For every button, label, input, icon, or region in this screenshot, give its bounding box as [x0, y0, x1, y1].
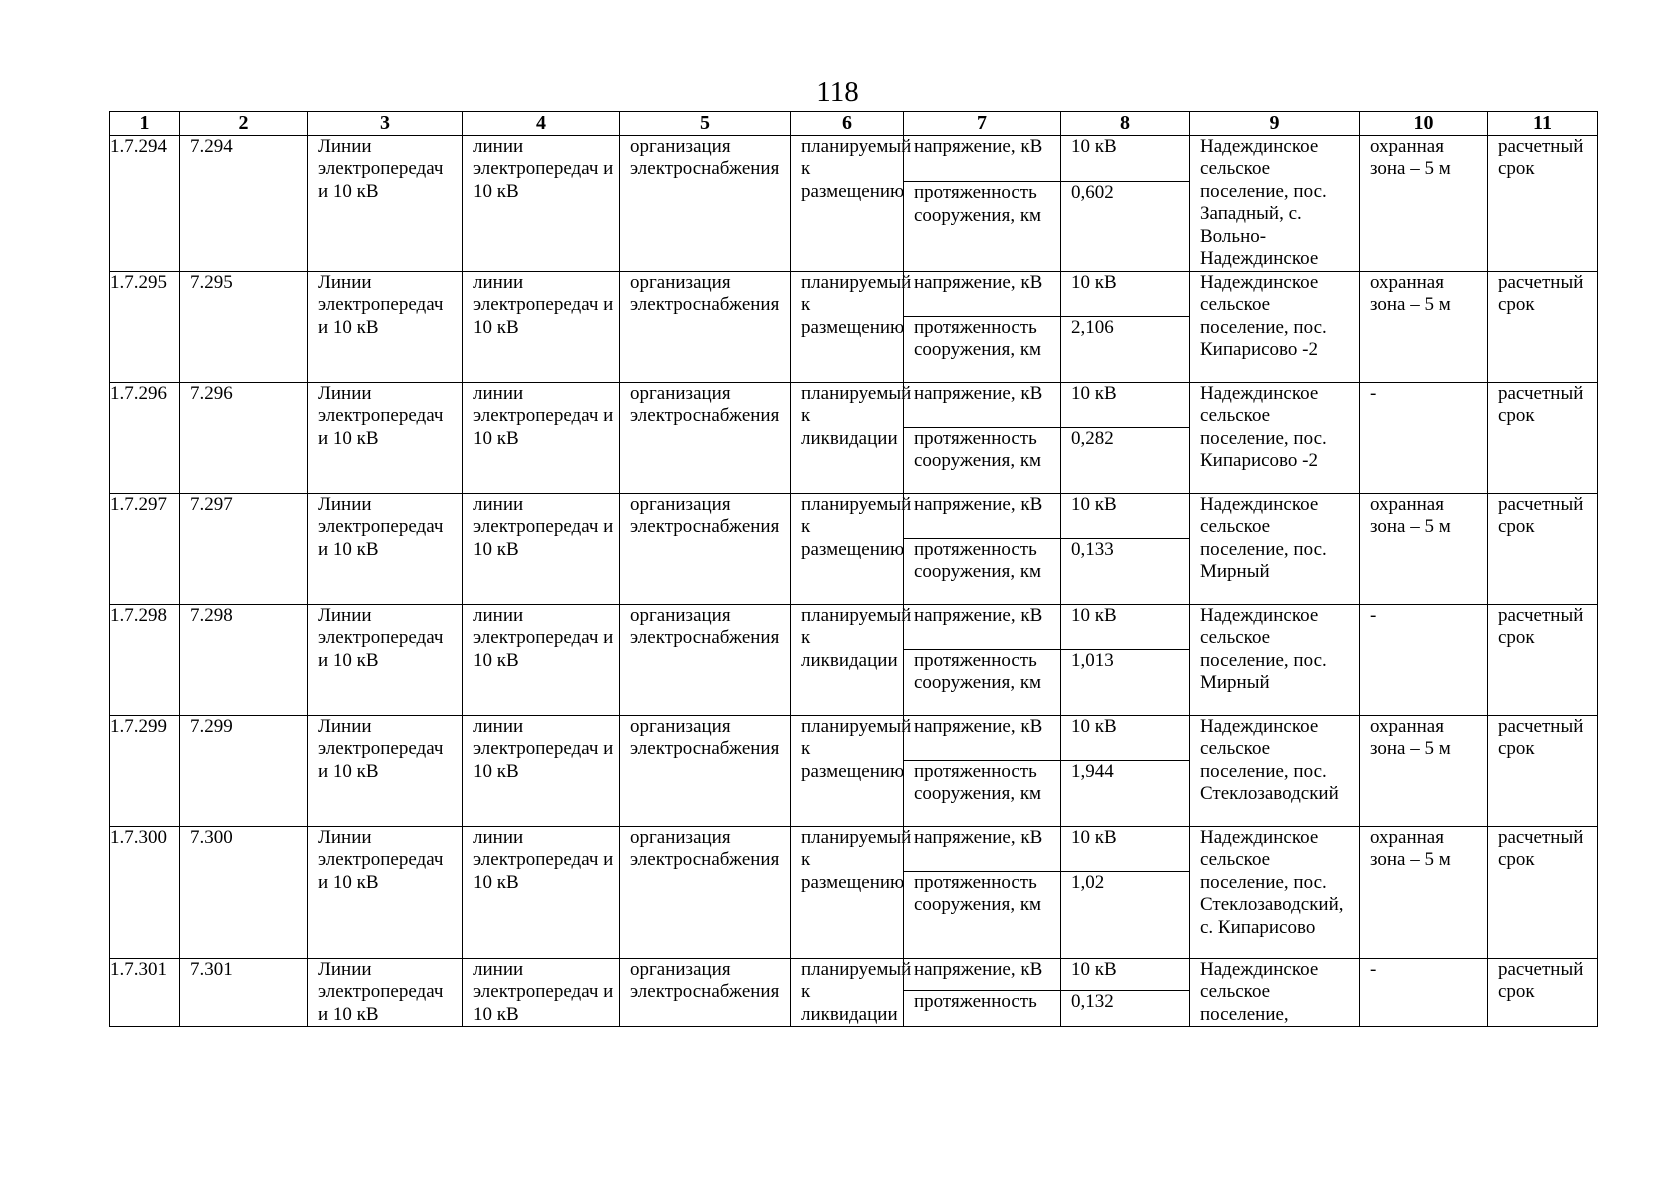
column-header: 7: [904, 112, 1061, 136]
cell-protection-zone: охранная зона – 5 м: [1360, 271, 1488, 382]
cell-location: Надеждинское сельское поселение, пос. Стеклозаводский, с. Кипарисово: [1190, 826, 1360, 958]
table-row: [110, 493, 1598, 538]
cell-location: Надеждинское сельское поселение, пос. Кипарисово -2: [1190, 382, 1360, 493]
cell-name: Линии электропередач и 10 кВ: [308, 604, 463, 715]
cell-protection-zone: охранная зона – 5 м: [1360, 826, 1488, 958]
header-row: [110, 112, 1598, 136]
cell-param-length: протяженность: [904, 990, 1061, 1026]
cell-value-length: 0,133: [1061, 538, 1190, 604]
cell-status: планируемый к ликвидации: [791, 958, 904, 1027]
cell-value-voltage: 10 кВ: [1061, 604, 1190, 649]
cell-value-voltage: 10 кВ: [1061, 382, 1190, 427]
cell-param-length: протяженность сооружения, км: [904, 316, 1061, 382]
cell-name: Линии электропередач и 10 кВ: [308, 493, 463, 604]
cell-name: Линии электропередач и 10 кВ: [308, 382, 463, 493]
cell-value-length: 0,282: [1061, 427, 1190, 493]
cell-purpose: организация электроснабжения: [620, 604, 791, 715]
cell-number: 7.299: [180, 715, 308, 826]
cell-location: Надеждинское сельское поселение,: [1190, 958, 1360, 1027]
cell-id: 1.7.299: [110, 715, 180, 826]
column-header: 10: [1360, 112, 1488, 136]
cell-value-length: 1,02: [1061, 871, 1190, 958]
cell-id: 1.7.296: [110, 382, 180, 493]
cell-term: расчетный срок: [1488, 382, 1598, 493]
cell-param-voltage: напряжение, кВ: [904, 271, 1061, 316]
cell-number: 7.301: [180, 958, 308, 1027]
cell-name: Линии электропередач и 10 кВ: [308, 958, 463, 1027]
table-row: [110, 958, 1598, 990]
cell-location: Надеждинское сельское поселение, пос. Мирный: [1190, 493, 1360, 604]
cell-value-voltage: 10 кВ: [1061, 958, 1190, 990]
cell-id: 1.7.301: [110, 958, 180, 1027]
cell-number: 7.296: [180, 382, 308, 493]
cell-param-length: протяженность сооружения, км: [904, 649, 1061, 715]
cell-value-length: 1,944: [1061, 760, 1190, 826]
column-header: 11: [1488, 112, 1598, 136]
table-header: [110, 112, 1598, 136]
cell-location: Надеждинское сельское поселение, пос. Стеклозаводский: [1190, 715, 1360, 826]
cell-protection-zone: -: [1360, 604, 1488, 715]
cell-value-voltage: 10 кВ: [1061, 826, 1190, 871]
cell-name: Линии электропередач и 10 кВ: [308, 715, 463, 826]
cell-protection-zone: -: [1360, 958, 1488, 1027]
cell-location: Надеждинское сельское поселение, пос. Кипарисово -2: [1190, 271, 1360, 382]
cell-type: линии электропередач и 10 кВ: [463, 826, 620, 958]
cell-term: расчетный срок: [1488, 715, 1598, 826]
cell-param-length: протяженность сооружения, км: [904, 760, 1061, 826]
cell-status: планируемый к ликвидации: [791, 604, 904, 715]
column-header: 3: [308, 112, 463, 136]
cell-type: линии электропередач и 10 кВ: [463, 958, 620, 1027]
cell-param-voltage: напряжение, кВ: [904, 715, 1061, 760]
cell-purpose: организация электроснабжения: [620, 958, 791, 1027]
table-row: [110, 715, 1598, 760]
cell-value-voltage: 10 кВ: [1061, 715, 1190, 760]
cell-value-length: 1,013: [1061, 649, 1190, 715]
cell-number: 7.294: [180, 135, 308, 271]
cell-param-length: протяженность сооружения, км: [904, 871, 1061, 958]
cell-value-voltage: 10 кВ: [1061, 493, 1190, 538]
cell-term: расчетный срок: [1488, 271, 1598, 382]
cell-value-voltage: 10 кВ: [1061, 271, 1190, 316]
cell-type: линии электропередач и 10 кВ: [463, 493, 620, 604]
cell-param-voltage: напряжение, кВ: [904, 493, 1061, 538]
cell-id: 1.7.297: [110, 493, 180, 604]
cell-type: линии электропередач и 10 кВ: [463, 271, 620, 382]
cell-type: линии электропередач и 10 кВ: [463, 715, 620, 826]
cell-status: планируемый к размещению: [791, 135, 904, 271]
cell-protection-zone: охранная зона – 5 м: [1360, 493, 1488, 604]
cell-purpose: организация электроснабжения: [620, 715, 791, 826]
cell-value-length: 2,106: [1061, 316, 1190, 382]
table-row: [110, 826, 1598, 871]
column-header: 4: [463, 112, 620, 136]
column-header: 8: [1061, 112, 1190, 136]
cell-status: планируемый к размещению: [791, 493, 904, 604]
cell-location: Надеждинское сельское поселение, пос. Западный, с. Вольно-Надеждинское: [1190, 135, 1360, 271]
column-header: 5: [620, 112, 791, 136]
cell-number: 7.300: [180, 826, 308, 958]
table-row: [110, 604, 1598, 649]
cell-type: линии электропередач и 10 кВ: [463, 135, 620, 271]
cell-status: планируемый к ликвидации: [791, 382, 904, 493]
cell-name: Линии электропередач и 10 кВ: [308, 826, 463, 958]
cell-protection-zone: -: [1360, 382, 1488, 493]
cell-name: Линии электропередач и 10 кВ: [308, 271, 463, 382]
cell-name: Линии электропередач и 10 кВ: [308, 135, 463, 271]
cell-term: расчетный срок: [1488, 958, 1598, 1027]
cell-location: Надеждинское сельское поселение, пос. Мирный: [1190, 604, 1360, 715]
column-header: 1: [110, 112, 180, 136]
table-body: [110, 135, 1598, 1027]
cell-type: линии электропередач и 10 кВ: [463, 604, 620, 715]
cell-param-voltage: напряжение, кВ: [904, 382, 1061, 427]
column-header: 2: [180, 112, 308, 136]
cell-value-length: 0,132: [1061, 990, 1190, 1026]
cell-term: расчетный срок: [1488, 826, 1598, 958]
table-row: [110, 382, 1598, 427]
cell-purpose: организация электроснабжения: [620, 493, 791, 604]
cell-number: 7.298: [180, 604, 308, 715]
cell-protection-zone: охранная зона – 5 м: [1360, 135, 1488, 271]
cell-status: планируемый к размещению: [791, 271, 904, 382]
cell-param-voltage: напряжение, кВ: [904, 135, 1061, 182]
cell-param-voltage: напряжение, кВ: [904, 958, 1061, 990]
cell-id: 1.7.300: [110, 826, 180, 958]
cell-term: расчетный срок: [1488, 604, 1598, 715]
cell-id: 1.7.298: [110, 604, 180, 715]
cell-type: линии электропередач и 10 кВ: [463, 382, 620, 493]
cell-purpose: организация электроснабжения: [620, 826, 791, 958]
cell-purpose: организация электроснабжения: [620, 135, 791, 271]
cell-value-voltage: 10 кВ: [1061, 135, 1190, 182]
cell-id: 1.7.295: [110, 271, 180, 382]
registry-table: [109, 111, 1598, 1027]
cell-param-length: протяженность сооружения, км: [904, 427, 1061, 493]
page-number: 118: [816, 76, 859, 108]
cell-param-length: протяженность сооружения, км: [904, 538, 1061, 604]
cell-purpose: организация электроснабжения: [620, 271, 791, 382]
column-header: 6: [791, 112, 904, 136]
cell-param-length: протяженность сооружения, км: [904, 182, 1061, 271]
cell-param-voltage: напряжение, кВ: [904, 604, 1061, 649]
cell-value-length: 0,602: [1061, 182, 1190, 271]
table-row: [110, 271, 1598, 316]
cell-protection-zone: охранная зона – 5 м: [1360, 715, 1488, 826]
cell-param-voltage: напряжение, кВ: [904, 826, 1061, 871]
table-row: [110, 135, 1598, 182]
cell-number: 7.297: [180, 493, 308, 604]
cell-term: расчетный срок: [1488, 135, 1598, 271]
cell-purpose: организация электроснабжения: [620, 382, 791, 493]
cell-status: планируемый к размещению: [791, 715, 904, 826]
cell-term: расчетный срок: [1488, 493, 1598, 604]
cell-number: 7.295: [180, 271, 308, 382]
column-header: 9: [1190, 112, 1360, 136]
cell-id: 1.7.294: [110, 135, 180, 271]
cell-status: планируемый к размещению: [791, 826, 904, 958]
